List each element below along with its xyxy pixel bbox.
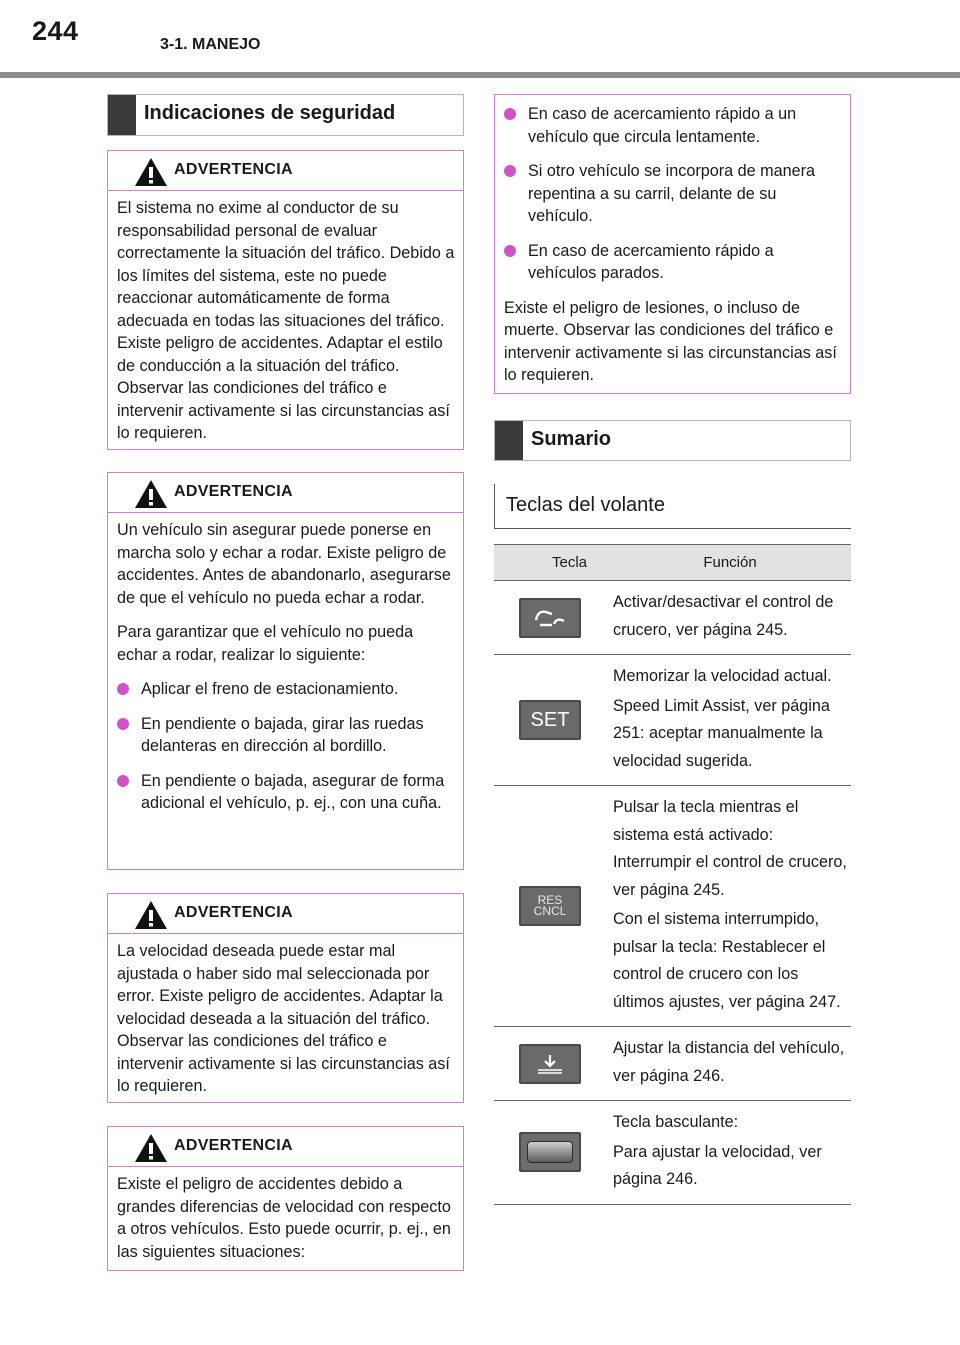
column-header-function: Función: [703, 554, 757, 571]
bullet-text: Si otro vehículo se incorpora de manera repentina a su carril, delante de su vehículo.: [528, 162, 816, 225]
warning-box-4: [107, 1126, 464, 1271]
bullet-text: En caso de acercamiento rápido a un vehículo que circula lentamente.: [528, 105, 797, 146]
section-title: Sumario: [531, 428, 612, 450]
bullet-dot-icon: [504, 165, 516, 177]
bullet-text: En caso de acercamiento rápido a vehículos parados.: [528, 241, 774, 282]
subsection-title: Teclas del volante: [506, 494, 665, 516]
function-text: Para ajustar la velocidad, ver página 246.: [613, 1142, 822, 1188]
bullet-dot-icon: [117, 718, 129, 730]
header-rule: [0, 72, 960, 78]
table-row: [494, 655, 851, 786]
key-label: CNCL: [533, 904, 567, 918]
warning-text: Un vehículo sin asegurar puede ponerse en marcha solo y echar a rodar. Existe peligro de accidentes. Antes de abandonarlo, asegurarse de que el vehículo no pueda echar a rodar.: [117, 521, 451, 607]
warning-box-1: [107, 150, 464, 450]
cruise-control-icon: [519, 598, 581, 638]
section-header-safety: [107, 94, 464, 136]
key-label: SET: [530, 708, 570, 731]
function-text: Tecla basculante:: [613, 1113, 739, 1131]
section-header-summary: [494, 420, 851, 461]
warning-box-2: [107, 472, 464, 870]
warning-text: El sistema no exime al conductor de su responsabilidad personal de evaluar correctamente la situación del tráfico. Debido a los límites del sistema, este no puede reaccionar automáticamente de forma adecuada en todas las situaciones del tráfico. Existe peligro de accidentes. Adaptar el estilo de conducción a la situación del tráfico. Observar las condiciones del tráfico e intervenir activamente si las circunstancias así lo requieren.: [117, 199, 455, 442]
bullet-dot-icon: [504, 245, 516, 257]
bullet-dot-icon: [117, 683, 129, 695]
bullet-item: [117, 770, 455, 815]
chapter-title: 3-1. MANEJO: [160, 36, 261, 53]
warning-text: Existe el peligro de lesiones, o incluso de muerte. Observar las condiciones del tráfico e intervenir activamente si las circunstancias así lo requieren.: [504, 298, 837, 384]
warning-text: Para garantizar que el vehículo no pueda echar a rodar, realizar lo siguiente:: [117, 623, 414, 664]
section-bar: [108, 95, 136, 135]
bullet-item: [117, 713, 455, 758]
table-row: [494, 786, 851, 1027]
warning-continued-box: [494, 94, 851, 394]
warning-title: ADVERTENCIA: [174, 483, 293, 500]
section-bar: [495, 421, 523, 460]
warning-triangle-icon: [134, 1133, 168, 1163]
bullet-item: [117, 678, 455, 701]
bullet-text: En pendiente o bajada, girar las ruedas delanteras en dirección al bordillo.: [141, 714, 424, 755]
warning-header: [108, 1127, 463, 1167]
warning-text: La velocidad deseada puede estar mal ajustada o haber sido mal seleccionada por error. Existe peligro de accidentes. Adaptar la velocidad deseada a la situación del tráfico. Observar las condiciones del tráfico e intervenir activamente si las circunstancias así lo requieren.: [117, 942, 450, 1095]
table-row: [494, 581, 851, 655]
key-label: RES: [537, 893, 563, 907]
table-header: Tecla Función: [494, 544, 851, 581]
warning-title: ADVERTENCIA: [174, 161, 293, 178]
table-row: [494, 1101, 851, 1205]
warning-header: [108, 894, 463, 934]
bullet-item: [504, 160, 842, 228]
bullet-dot-icon: [117, 775, 129, 787]
function-text: Pulsar la tecla mientras el sistema está activado: Interrumpir el control de crucero, ver página 245.: [613, 798, 847, 899]
function-text: Memorizar la velocidad actual.: [613, 667, 832, 685]
function-text: Speed Limit Assist, ver página 251: aceptar manualmente la velocidad sugerida.: [613, 696, 830, 770]
bullet-text: En pendiente o bajada, asegurar de forma adicional el vehículo, p. ej., con una cuña.: [141, 771, 445, 812]
warning-title: ADVERTENCIA: [174, 904, 293, 921]
warning-triangle-icon: [134, 900, 168, 930]
warning-triangle-icon: [134, 157, 168, 187]
page-number: 244: [32, 16, 79, 46]
function-text: Ajustar la distancia del vehículo, ver página 246.: [613, 1039, 845, 1085]
distance-icon: [519, 1044, 581, 1084]
warning-header: [108, 473, 463, 513]
warning-header: [108, 151, 463, 191]
res-cncl-key-icon: [519, 886, 581, 926]
warning-title: ADVERTENCIA: [174, 1137, 293, 1154]
warning-triangle-icon: [134, 479, 168, 509]
bullet-item: [504, 103, 842, 148]
section-title: Indicaciones de seguridad: [144, 102, 396, 124]
function-text: Con el sistema interrumpido, pulsar la tecla: Restablecer el control de crucero con los últimos ajustes, ver página 247.: [613, 910, 841, 1011]
keys-table: [494, 544, 851, 1205]
function-text: Activar/desactivar el control de crucero, ver página 245.: [613, 593, 834, 639]
warning-box-3: [107, 893, 464, 1103]
bullet-item: [504, 240, 842, 285]
table-row: [494, 1027, 851, 1101]
rocker-switch-icon: [519, 1132, 581, 1172]
set-key-icon: [519, 700, 581, 740]
subsection-header: [494, 484, 851, 529]
warning-text: Existe el peligro de accidentes debido a grandes diferencias de velocidad con respecto a otros vehículos. Esto puede ocurrir, p. ej., en las siguientes situaciones:: [117, 1175, 451, 1261]
bullet-dot-icon: [504, 108, 516, 120]
bullet-text: Aplicar el freno de estacionamiento.: [141, 680, 399, 698]
